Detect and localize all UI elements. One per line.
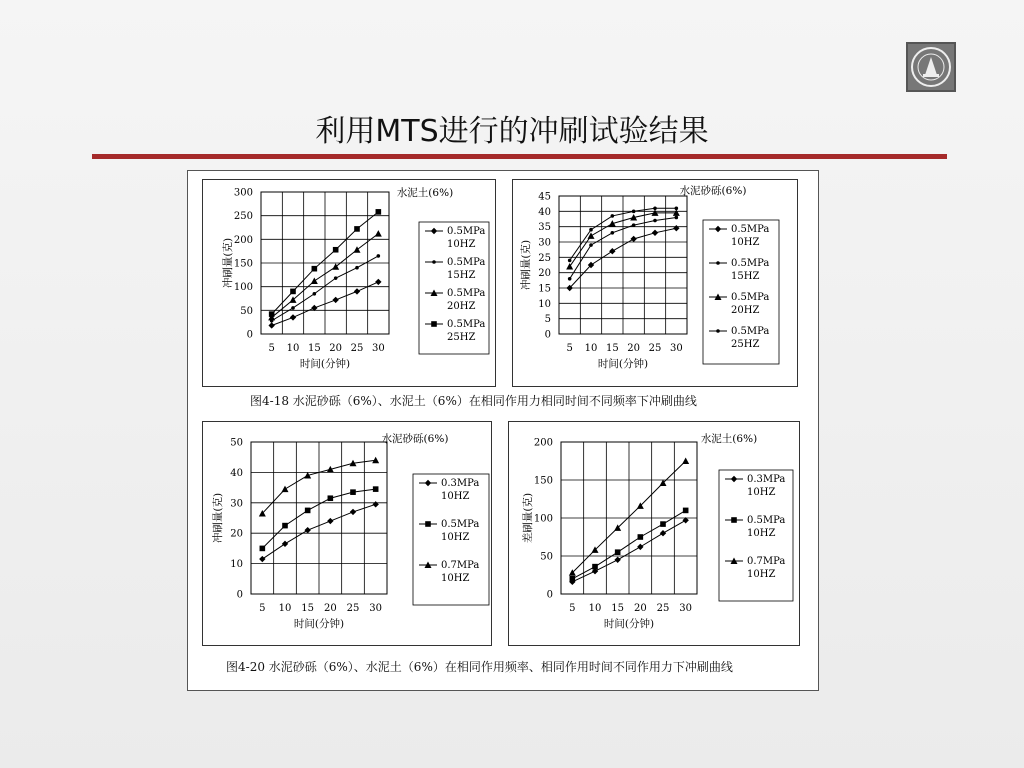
chart-cement-gravel-pressure — [202, 421, 492, 646]
y-tick-label: 0 — [544, 329, 551, 341]
figure-panel — [187, 170, 819, 691]
grid — [251, 442, 387, 594]
data-point — [312, 266, 318, 272]
y-tick-label: 20 — [230, 528, 243, 540]
legend-swatch-marker — [432, 260, 436, 264]
legend-label: 0.5MPa — [731, 292, 770, 303]
y-tick-label: 50 — [240, 305, 253, 317]
x-tick-label: 30 — [371, 343, 385, 354]
data-point — [282, 541, 288, 547]
data-point — [683, 508, 689, 514]
data-point — [614, 557, 620, 563]
chart-cement-soil-frequency — [202, 179, 496, 387]
y-tick-label: 20 — [538, 268, 551, 280]
legend-label: 0.3MPa — [747, 474, 786, 485]
chart-title: 水泥砂砾(6%) — [679, 185, 747, 197]
data-point — [290, 289, 296, 295]
x-tick-label: 25 — [656, 603, 670, 614]
data-point — [568, 277, 572, 281]
y-axis-label: 冲刷量(克) — [222, 237, 234, 289]
y-tick-label: 45 — [538, 191, 551, 203]
legend-label-line2: 10HZ — [447, 239, 476, 250]
data-point — [566, 263, 573, 270]
x-tick-label: 10 — [278, 603, 292, 614]
data-point — [372, 501, 378, 507]
data-point — [372, 457, 379, 464]
legend-label-line2: 10HZ — [441, 532, 470, 543]
data-point — [332, 297, 338, 303]
legend-label: 0.5MPa — [731, 258, 770, 269]
data-point — [660, 530, 666, 536]
legend-label: 0.7MPa — [747, 556, 786, 567]
data-point — [354, 288, 360, 294]
legend-label-line2: 20HZ — [731, 305, 760, 316]
y-tick-label: 30 — [538, 237, 551, 249]
data-point — [630, 236, 636, 242]
data-point — [592, 564, 598, 570]
y-tick-label: 100 — [533, 513, 553, 525]
x-tick-label: 15 — [611, 603, 625, 614]
y-tick-label: 40 — [538, 206, 551, 218]
y-tick-label: 40 — [230, 467, 243, 479]
x-tick-label: 5 — [569, 603, 576, 614]
legend — [419, 222, 489, 354]
data-point — [660, 521, 666, 527]
data-point — [377, 254, 381, 258]
chart-svg — [513, 180, 799, 388]
x-tick-label: 5 — [566, 343, 573, 354]
y-tick-label: 10 — [230, 559, 243, 571]
legend-label-line2: 20HZ — [447, 301, 476, 312]
legend — [703, 220, 779, 364]
data-point — [350, 509, 356, 515]
y-tick-label: 30 — [230, 498, 243, 510]
data-point — [291, 306, 295, 310]
y-tick-label: 100 — [233, 282, 253, 294]
chart-cement-soil-pressure — [508, 421, 800, 646]
x-tick-label: 30 — [669, 343, 683, 354]
data-point — [333, 247, 339, 253]
y-tick-label: 150 — [233, 258, 253, 270]
data-point — [305, 508, 311, 514]
x-tick-label: 15 — [307, 343, 321, 354]
data-point — [376, 209, 382, 215]
legend-label: 0.5MPa — [747, 515, 786, 526]
data-point — [260, 546, 266, 552]
legend-label-line2: 25HZ — [731, 339, 760, 350]
data-point — [611, 231, 615, 235]
legend-label-line2: 15HZ — [447, 270, 476, 281]
y-tick-label: 200 — [533, 437, 553, 449]
legend-swatch-marker — [716, 329, 720, 333]
y-tick-label: 50 — [540, 551, 553, 563]
university-seal-logo — [906, 42, 956, 92]
legend-label-line2: 10HZ — [441, 573, 470, 584]
x-tick-label: 30 — [369, 603, 383, 614]
data-point — [615, 549, 621, 555]
y-tick-label: 250 — [233, 211, 253, 223]
title-divider — [92, 154, 947, 159]
x-tick-label: 25 — [350, 343, 364, 354]
data-point — [682, 458, 689, 465]
grid — [261, 192, 389, 334]
data-point — [375, 230, 382, 237]
legend-label-line2: 10HZ — [747, 487, 776, 498]
legend-swatch-marker — [716, 261, 720, 265]
y-tick-label: 300 — [233, 187, 253, 199]
data-point — [373, 486, 379, 492]
legend-label: 0.5MPa — [731, 326, 770, 337]
x-tick-label: 15 — [605, 343, 619, 354]
legend-swatch-marker — [425, 521, 431, 527]
data-point — [334, 276, 338, 280]
chart-cement-gravel-frequency — [512, 179, 798, 387]
chart-svg — [203, 180, 497, 388]
data-point — [609, 248, 615, 254]
x-tick-label: 25 — [648, 343, 662, 354]
x-tick-label: 25 — [346, 603, 360, 614]
legend-label: 0.5MPa — [447, 319, 486, 330]
y-tick-label: 0 — [236, 589, 243, 601]
x-tick-label: 20 — [633, 603, 647, 614]
x-axis-label: 时间(分钟) — [597, 358, 649, 370]
legend-label-line2: 10HZ — [747, 528, 776, 539]
legend-label: 0.5MPa — [441, 519, 480, 530]
y-axis-label: 冲刷量(克) — [212, 492, 224, 544]
legend-label: 0.5MPa — [731, 224, 770, 235]
x-tick-label: 5 — [259, 603, 266, 614]
data-point — [638, 534, 644, 540]
chart-title: 水泥土(6%) — [396, 187, 454, 199]
data-point — [653, 206, 657, 210]
data-point — [355, 266, 359, 270]
data-point — [290, 314, 296, 320]
legend-swatch-marker — [431, 321, 437, 327]
x-tick-label: 10 — [588, 603, 602, 614]
slide-title: 利用MTS进行的冲刷试验结果 — [315, 114, 709, 149]
y-axis-label: 冲刷量(克) — [520, 239, 532, 291]
data-point — [568, 259, 572, 263]
legend-label-line2: 25HZ — [447, 332, 476, 343]
y-tick-label: 35 — [538, 222, 551, 234]
x-tick-label: 5 — [268, 343, 275, 354]
data-point — [354, 246, 361, 253]
chart-title: 水泥土(6%) — [700, 433, 758, 445]
data-point — [570, 576, 576, 582]
x-tick-label: 20 — [627, 343, 641, 354]
data-point — [313, 292, 317, 296]
data-point — [652, 230, 658, 236]
data-point — [675, 206, 679, 210]
data-point — [269, 311, 275, 317]
data-point — [675, 216, 679, 220]
data-point — [632, 210, 636, 214]
legend — [719, 470, 793, 601]
y-tick-label: 0 — [246, 329, 253, 341]
legend-label: 0.7MPa — [441, 560, 480, 571]
legend-label: 0.5MPa — [447, 226, 486, 237]
legend-label-line2: 10HZ — [441, 491, 470, 502]
data-point — [350, 489, 356, 495]
chart-title: 水泥砂砾(6%) — [381, 433, 449, 445]
data-point — [328, 495, 334, 501]
x-tick-label: 20 — [329, 343, 343, 354]
y-tick-label: 200 — [233, 234, 253, 246]
x-tick-label: 10 — [286, 343, 300, 354]
y-tick-label: 0 — [546, 589, 553, 601]
data-point — [632, 223, 636, 227]
y-tick-label: 150 — [533, 475, 553, 487]
x-tick-label: 15 — [301, 603, 315, 614]
data-point — [375, 279, 381, 285]
legend-label: 0.3MPa — [441, 478, 480, 489]
legend-label-line2: 10HZ — [731, 237, 760, 248]
legend-label: 0.5MPa — [447, 257, 486, 268]
caption-figure-4-20: 图4-20 水泥砂砾（6%）、水泥土（6%）在相同作用频率、相同作用时间不同作用力下冲刷曲线 — [226, 660, 733, 674]
x-axis-label: 时间(分钟) — [603, 618, 655, 630]
y-tick-label: 5 — [544, 314, 551, 326]
legend — [413, 474, 489, 605]
caption-figure-4-18: 图4-18 水泥砂砾（6%）、水泥土（6%）在相同作用力相同时间不同频率下冲刷曲线 — [250, 394, 697, 408]
y-tick-label: 25 — [538, 252, 551, 264]
x-tick-label: 10 — [584, 343, 598, 354]
data-point — [268, 322, 274, 328]
data-point — [304, 527, 310, 533]
data-point — [282, 523, 288, 529]
legend-label-line2: 10HZ — [747, 569, 776, 580]
data-point — [327, 518, 333, 524]
y-tick-label: 50 — [230, 437, 243, 449]
data-point — [354, 226, 360, 232]
x-tick-label: 20 — [323, 603, 337, 614]
grid — [561, 442, 697, 594]
data-point — [311, 277, 318, 284]
chart-svg — [509, 422, 801, 647]
data-point — [673, 225, 679, 231]
data-point — [611, 214, 615, 218]
y-axis-label: 差刷量(克) — [522, 492, 534, 544]
x-axis-label: 时间(分钟) — [293, 618, 345, 630]
y-tick-label: 10 — [538, 298, 551, 310]
data-point — [637, 544, 643, 550]
x-tick-label: 30 — [679, 603, 693, 614]
y-tick-label: 15 — [538, 283, 551, 295]
legend-label-line2: 15HZ — [731, 271, 760, 282]
data-point — [653, 219, 657, 223]
x-axis-label: 时间(分钟) — [299, 358, 351, 370]
data-point — [259, 556, 265, 562]
legend-label: 0.5MPa — [447, 288, 486, 299]
data-point — [589, 228, 593, 232]
legend-swatch-marker — [731, 517, 737, 523]
data-point — [282, 486, 289, 493]
chart-svg — [203, 422, 493, 647]
data-point — [589, 243, 593, 247]
